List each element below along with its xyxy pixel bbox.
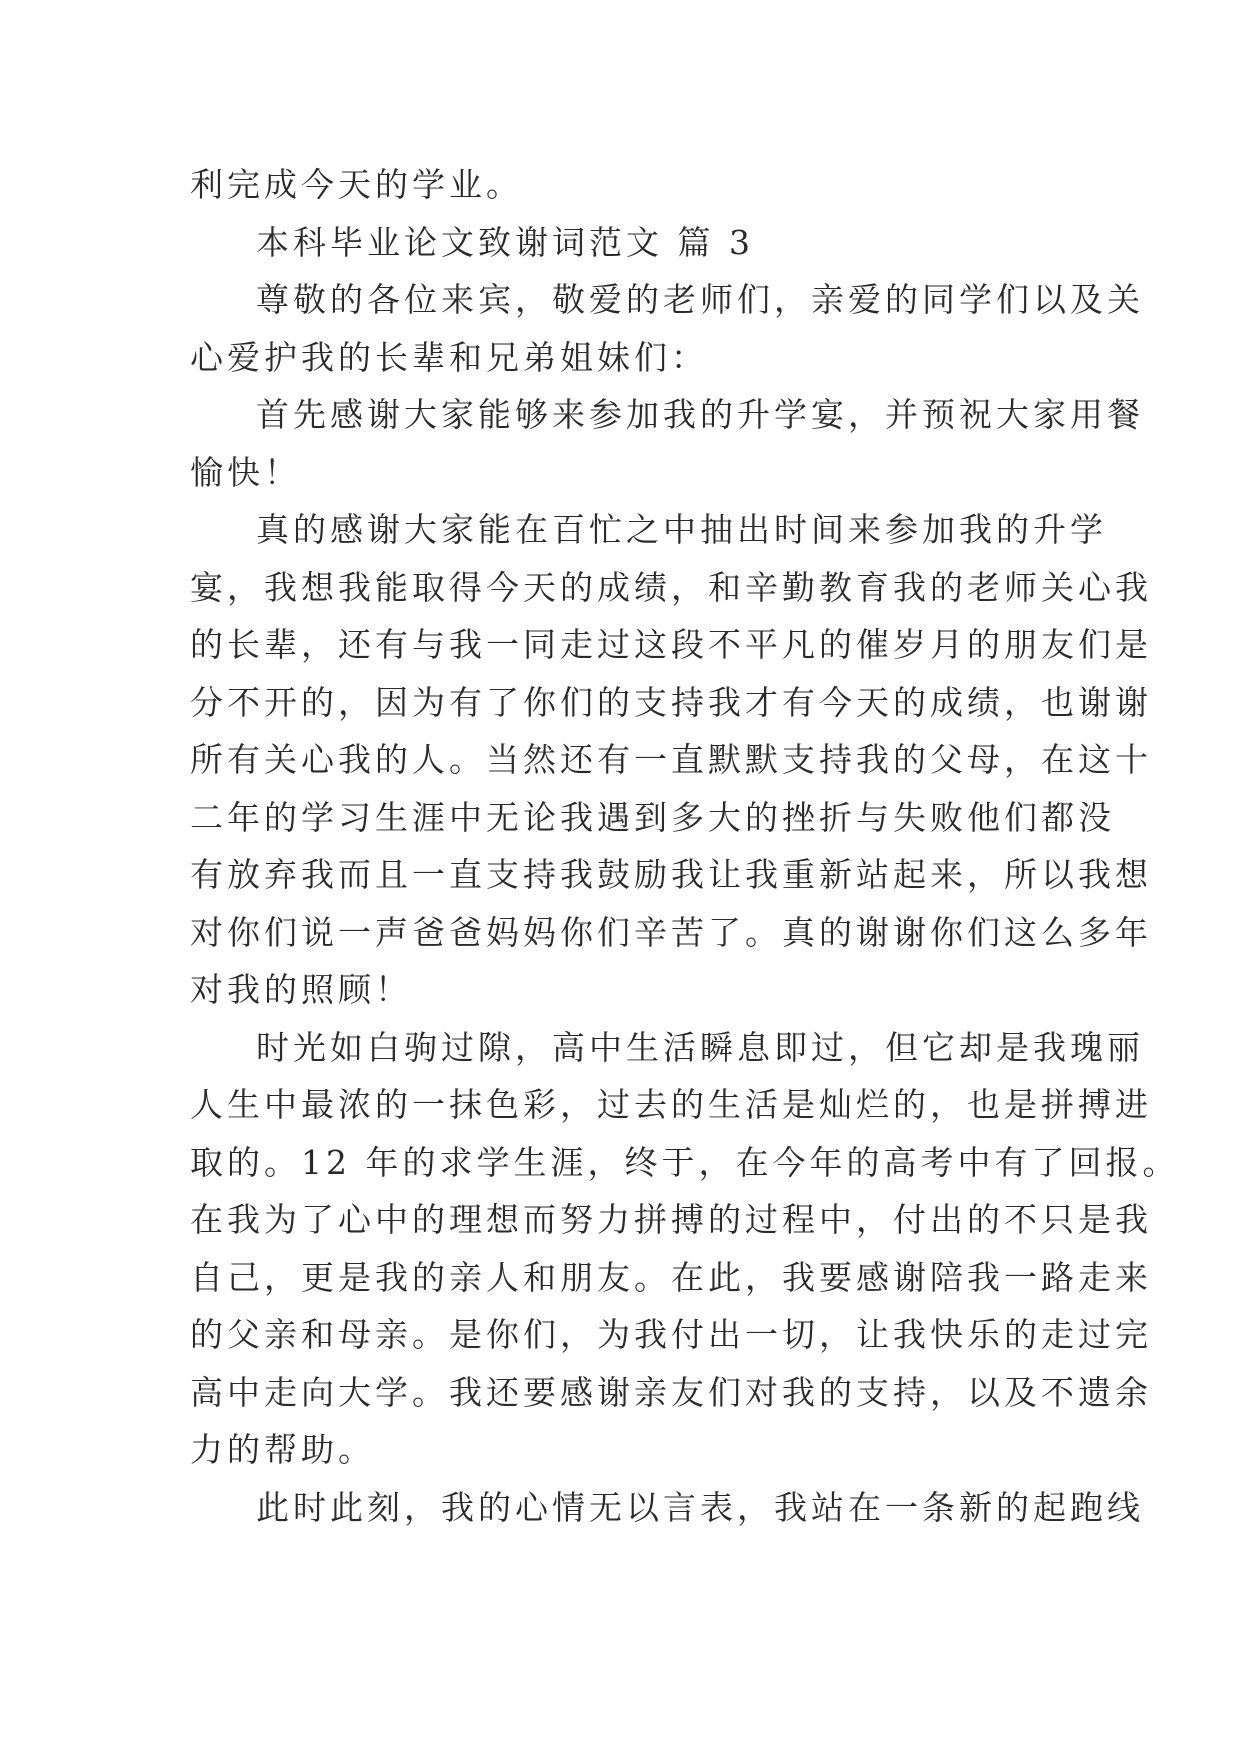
text-line: 高中走向大学。我还要感谢亲友们对我的支持，以及不遗余 [190,1372,1152,1412]
text-line: 心爱护我的长辈和兄弟姐妹们： [190,337,708,377]
text-line: 本科毕业论文致谢词范文 篇 3 [256,222,754,262]
text-line: 宴，我想我能取得今天的成绩，和辛勤教育我的老师关心我 [190,567,1152,607]
text-line: 所有关心我的人。当然还有一直默默支持我的父母，在这十 [190,740,1152,779]
text-line: 人生中最浓的一抹色彩，过去的生活是灿烂的，也是拼搏进 [190,1085,1152,1124]
text-line: 有放弃我而且一直支持我鼓励我让我重新站起来，所以我想 [190,855,1152,894]
text-line: 利完成今天的学业。 [190,165,523,204]
document-body [190,156,1180,1536]
text-line: 真的感谢大家能在百忙之中抽出时间来参加我的升学 [256,510,1107,549]
text-line: 二年的学习生涯中无论我遇到多大的挫折与失败他们都没 [190,797,1115,837]
text-line: 在我为了心中的理想而努力拼搏的过程中，付出的不只是我 [190,1200,1152,1239]
text-line: 时光如白驹过隙，高中生活瞬息即过，但它却是我瑰丽 [256,1027,1144,1067]
text-line: 分不开的，因为有了你们的支持我才有今天的成绩，也谢谢 [190,682,1152,722]
text-line: 对我的照顾！ [190,970,412,1009]
text-line: 取的。12 年的求学生涯，终于，在今年的高考中有了回报。 [190,1142,1180,1182]
text-line: 对你们说一声爸爸妈妈你们辛苦了。真的谢谢你们这么多年 [190,912,1152,952]
text-line: 愉快！ [190,452,301,492]
text-line: 首先感谢大家能够来参加我的升学宴，并预祝大家用餐 [256,395,1144,434]
text-line: 力的帮助。 [190,1430,375,1469]
text-line: 的父亲和母亲。是你们，为我付出一切，让我快乐的走过完 [190,1315,1152,1354]
text-line: 的长辈，还有与我一同走过这段不平凡的催岁月的朋友们是 [190,625,1152,664]
text-line: 此时此刻，我的心情无以言表，我站在一条新的起跑线 [256,1487,1144,1527]
text-line: 尊敬的各位来宾，敬爱的老师们，亲爱的同学们以及关 [256,280,1144,319]
text-line: 自己，更是我的亲人和朋友。在此，我要感谢陪我一路走来 [190,1257,1152,1297]
